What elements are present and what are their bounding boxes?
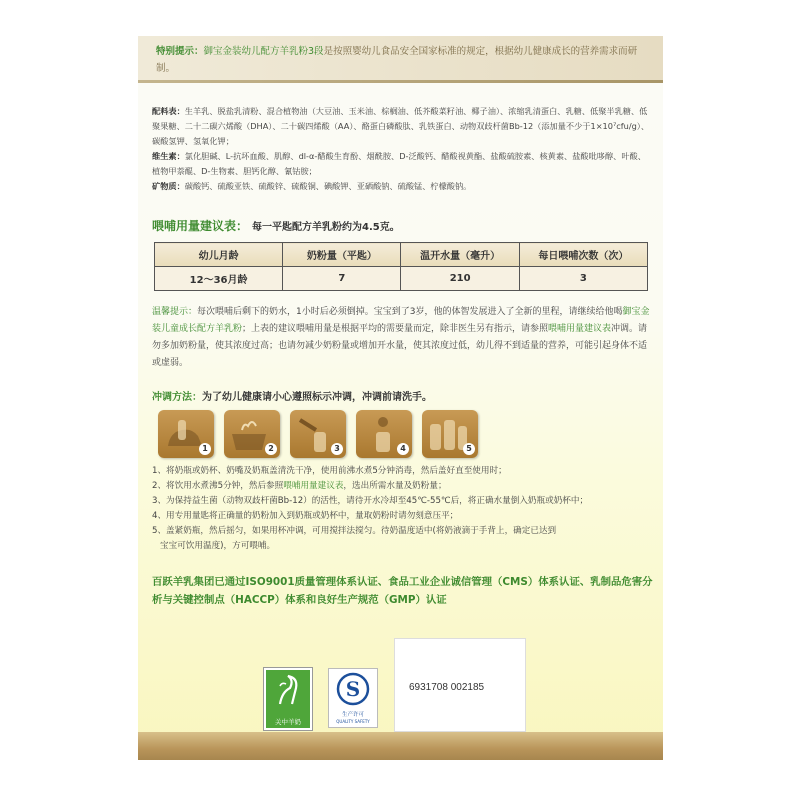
step-number: 3: [331, 443, 343, 455]
table-cell: 3: [519, 267, 647, 291]
instruction-text: ，选出所需水量及奶粉量；: [343, 481, 447, 491]
step-number: 1: [199, 443, 211, 455]
feeding-title: [152, 217, 400, 234]
barcode-number: 6931708 002185: [409, 682, 485, 693]
certification-text: 百跃羊乳集团已通过ISO9001质量管理体系认证、食品工业企业诚信管理（CMS）体系认证、乳制品危害分析与关键控制点（HACCP）体系和良好生产规范（GMP）认证: [152, 576, 653, 606]
feeding-subtitle: 每一平匙配方羊乳粉约为4.5克。: [252, 222, 400, 233]
instruction-item: 1、将奶瓶或奶杯、奶嘴及奶瓶盖清洗干净，使用前沸水煮5分钟消毒，然后盖好直至使用时；: [152, 466, 507, 476]
feeding-table: [154, 242, 648, 291]
special-notice: [138, 36, 663, 80]
instruction-item: 5、盖紧奶瓶，然后摇匀，如果用杯冲调，可用搅拌法搅匀。待奶温度适中(将奶液滴于手背上，确定已达到: [152, 526, 557, 536]
step-number: 5: [463, 443, 475, 455]
goat-icon: [266, 670, 310, 714]
qs-logo: [328, 668, 378, 728]
footer-band: [138, 732, 663, 760]
qs-mark-icon: [329, 669, 377, 709]
mixing-label: 冲调方法：: [152, 392, 202, 403]
tip-table-link: 喂哺用量建议表: [548, 324, 612, 334]
table-row: [155, 267, 648, 291]
table-header: 奶粉量（平匙）: [283, 243, 401, 267]
warm-tip: [152, 304, 652, 372]
notice-text: 是按照婴幼儿食品安全国家标准的规定，根据幼儿健康成长的营养需求而研制。: [156, 46, 638, 74]
instruction-text: 2、将饮用水煮沸5分钟，然后参照: [152, 481, 284, 491]
feeding-title-text: 喂哺用量建议表：: [152, 219, 249, 233]
table-header: 每日喂哺次数（次）: [519, 243, 647, 267]
mixing-steps: [158, 410, 478, 460]
table-header-row: [155, 243, 648, 267]
notice-divider: [138, 80, 663, 83]
vitamins-label: 维生素：: [152, 151, 185, 161]
step-5-shake-icon: [422, 410, 478, 458]
mixing-text: 为了幼儿健康请小心遵照标示冲调，冲调前请洗手。: [202, 392, 432, 403]
notice-product: 御宝金装幼儿配方羊乳粉3段: [203, 46, 324, 57]
mixing-title: [152, 388, 432, 403]
minerals-text: 碳酸钙、硫酸亚铁、硫酸锌、硫酸铜、碘酸钾、亚硒酸钠、硫酸锰、柠檬酸钠。: [184, 181, 472, 191]
brand-logo-text: 关中羊奶: [275, 718, 301, 726]
instruction-item: 宝宝可饮用温度)，方可喂哺。: [160, 541, 276, 551]
ingredients-label: 配料表：: [152, 106, 185, 116]
tip-product-link: 御宝金装儿童成长配方羊乳粉: [152, 307, 650, 334]
table-cell: 7: [283, 267, 401, 291]
ingredients-text: 生羊乳、脱盐乳清粉、混合植物油（大豆油、玉米油、棕榈油、低芥酸菜籽油、椰子油）、浓缩乳清蛋白、乳糖、低聚半乳糖、低聚果糖、二十二碳六烯酸（DHA）、二十碳四烯酸（AA）、酪蛋白磷酸肽、乳铁蛋白、动物双歧杆菌Bb-12（添加量不少于1×10⁷cfu/g）、碳酸氢钾、氢氧化钾；: [152, 106, 650, 146]
table-cell: 210: [401, 267, 519, 291]
instruction-item: 4、用专用量匙将正确量的奶粉加入到奶瓶或奶杯中，量取奶粉时请勿刻意压平；: [152, 511, 459, 521]
table-header: 幼儿月龄: [155, 243, 283, 267]
ingredients-block: [152, 104, 652, 194]
step-3-pour-icon: [290, 410, 346, 458]
instruction-item: [152, 479, 652, 494]
barcode-area: [394, 638, 526, 732]
step-number: 2: [265, 443, 277, 455]
step-4-scoop-icon: [356, 410, 412, 458]
qs-logo-subtext: QUALITY SAFETY: [336, 719, 370, 724]
tip-text-2: ；上表的建议喂哺用量是根据平均的需要量而定，除非医生另有指示，请参照: [242, 324, 549, 334]
step-1-wash-icon: [158, 410, 214, 458]
instruction-item: 3、为保持益生菌（动物双歧杆菌Bb-12）的活性，请待开水冷却至45℃-55℃后，将正确水量倒入奶瓶或奶杯中；: [152, 496, 589, 506]
table-cell: 12～36月龄: [155, 267, 283, 291]
minerals-label: 矿物质：: [152, 181, 185, 191]
svg-text:S: S: [345, 677, 361, 701]
tip-text-1: 每次喂哺后剩下的奶水，1小时后必须倒掉。宝宝到了3岁，他的体智发展进入了全新的里程，请继续给他喝: [197, 307, 623, 317]
tip-text-3: 冲调。请勿多加奶粉量，使其浓度过高；也请勿减少奶粉量或增加开水量，使其浓度过低，幼儿得不到适量的营养，可能引起身体不适或虚弱。: [152, 324, 648, 368]
table-header: 温开水量（毫升）: [401, 243, 519, 267]
instruction-table-link: 喂哺用量建议表: [283, 481, 344, 491]
notice-label: 特别提示：: [156, 46, 204, 57]
vitamins-text: 氯化胆碱、L-抗坏血酸、肌醇、dl-α-醋酸生育酚、烟酰胺、D-泛酸钙、醋酸视黄酯、盐酸硫胺素、核黄素、盐酸吡哆醇、叶酸、植物甲萘醌、D-生物素、胆钙化醇、氰钴胺；: [152, 151, 646, 176]
qs-logo-text: 生产许可: [341, 712, 364, 718]
brand-logo: [264, 668, 312, 730]
step-number: 4: [397, 443, 409, 455]
mixing-instructions: [152, 464, 652, 554]
step-2-boil-icon: [224, 410, 280, 458]
package-panel: [138, 36, 663, 760]
tip-label: 温馨提示：: [152, 307, 198, 317]
